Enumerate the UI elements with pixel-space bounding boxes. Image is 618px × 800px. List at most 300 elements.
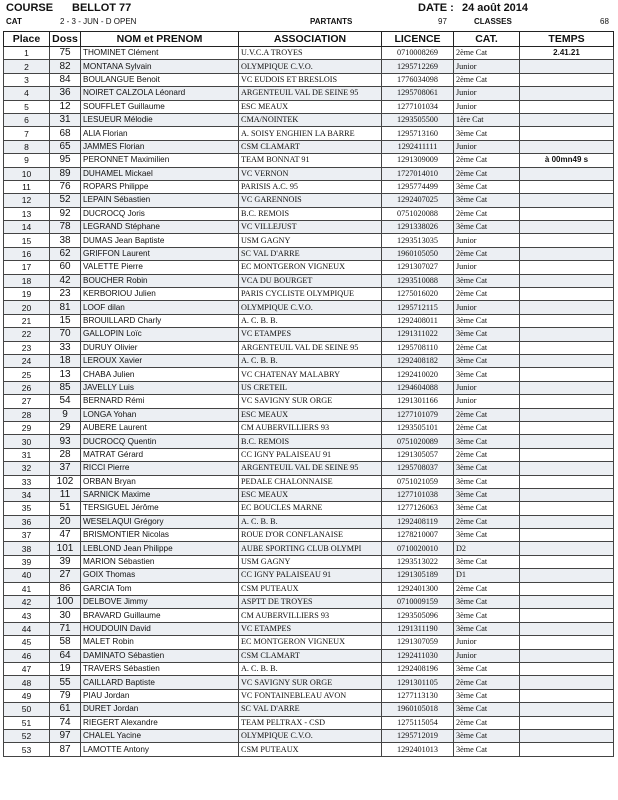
doss-cell: 75 <box>50 47 81 60</box>
table-row <box>4 569 614 582</box>
time-cell <box>520 221 614 234</box>
time-cell <box>520 582 614 595</box>
place-cell: 27 <box>4 395 50 408</box>
doss-cell: 29 <box>50 421 81 434</box>
doss-cell: 92 <box>50 207 81 220</box>
time-cell <box>520 609 614 622</box>
licence-cell: 1277101034 <box>382 100 454 113</box>
table-row <box>4 221 614 234</box>
time-cell <box>520 408 614 421</box>
table-row <box>4 475 614 488</box>
time-cell <box>520 729 614 742</box>
doss-cell: 18 <box>50 354 81 367</box>
place-cell: 48 <box>4 676 50 689</box>
doss-cell: 38 <box>50 234 81 247</box>
doss-cell: 101 <box>50 542 81 555</box>
category-cell: 2ème Cat <box>454 207 520 220</box>
doss-cell: 74 <box>50 716 81 729</box>
name-cell: VALETTE Pierre <box>81 261 239 274</box>
category-cell: 2ème Cat <box>454 448 520 461</box>
category-cell: 2ème Cat <box>454 716 520 729</box>
association-cell: CMA/NOINTEK <box>239 113 382 126</box>
doss-cell: 55 <box>50 676 81 689</box>
place-cell: 29 <box>4 421 50 434</box>
time-cell <box>520 368 614 381</box>
col-header-doss: Doss <box>50 32 81 47</box>
category-cell: 1ère Cat <box>454 113 520 126</box>
name-cell: DUMAS Jean Baptiste <box>81 234 239 247</box>
category-cell: Junior <box>454 140 520 153</box>
time-cell <box>520 636 614 649</box>
category-cell: 3ème Cat <box>454 194 520 207</box>
table-row <box>4 127 614 140</box>
place-cell: 39 <box>4 555 50 568</box>
place-cell: 17 <box>4 261 50 274</box>
licence-cell: 0751020088 <box>382 207 454 220</box>
place-cell: 13 <box>4 207 50 220</box>
licence-cell: 1960105018 <box>382 703 454 716</box>
licence-cell: 1295712115 <box>382 301 454 314</box>
table-row <box>4 662 614 675</box>
doss-cell: 71 <box>50 622 81 635</box>
name-cell: GARCIA Tom <box>81 582 239 595</box>
time-cell <box>520 274 614 287</box>
table-row <box>4 448 614 461</box>
table-row <box>4 167 614 180</box>
association-cell: A. C. B. B. <box>239 354 382 367</box>
category-cell: Junior <box>454 234 520 247</box>
association-cell: TEAM PELTRAX - CSD <box>239 716 382 729</box>
licence-cell: 1776034098 <box>382 73 454 86</box>
table-row <box>4 341 614 354</box>
table-row <box>4 247 614 260</box>
time-cell <box>520 354 614 367</box>
association-cell: A. C. B. B. <box>239 515 382 528</box>
category-cell: 3ème Cat <box>454 729 520 742</box>
name-cell: CAILLARD Baptiste <box>81 676 239 689</box>
name-cell: LEGRAND Stéphane <box>81 221 239 234</box>
doss-cell: 33 <box>50 341 81 354</box>
licence-cell: 1294604088 <box>382 381 454 394</box>
time-cell <box>520 180 614 193</box>
place-cell: 7 <box>4 127 50 140</box>
name-cell: AUBERE Laurent <box>81 421 239 434</box>
association-cell: VC EUDOIS ET BRESLOIS <box>239 73 382 86</box>
licence-cell: 1295774499 <box>382 180 454 193</box>
place-cell: 51 <box>4 716 50 729</box>
place-cell: 42 <box>4 596 50 609</box>
doss-cell: 51 <box>50 502 81 515</box>
table-row <box>4 636 614 649</box>
licence-cell: 1275016020 <box>382 288 454 301</box>
licence-cell: 1277126063 <box>382 502 454 515</box>
course-value: BELLOT 77 <box>72 2 132 14</box>
name-cell: GRIFFON Laurent <box>81 247 239 260</box>
table-row <box>4 274 614 287</box>
name-cell: DURET Jordan <box>81 703 239 716</box>
place-cell: 18 <box>4 274 50 287</box>
place-cell: 21 <box>4 314 50 327</box>
category-cell: 2ème Cat <box>454 154 520 167</box>
association-cell: VC FONTAINEBLEAU AVON <box>239 689 382 702</box>
place-cell: 14 <box>4 221 50 234</box>
name-cell: BOUCHER Robin <box>81 274 239 287</box>
licence-cell: 1291301105 <box>382 676 454 689</box>
category-cell: Junior <box>454 87 520 100</box>
association-cell: CC IGNY PALAISEAU 91 <box>239 569 382 582</box>
name-cell: ORBAN Bryan <box>81 475 239 488</box>
licence-cell: 1293505101 <box>382 421 454 434</box>
association-cell: SC VAL D'ARRE <box>239 703 382 716</box>
time-cell <box>520 395 614 408</box>
association-cell: ROUE D'OR CONFLANAISE <box>239 529 382 542</box>
licence-cell: 0710020010 <box>382 542 454 555</box>
table-row <box>4 234 614 247</box>
category-cell: Junior <box>454 636 520 649</box>
place-cell: 45 <box>4 636 50 649</box>
place-cell: 28 <box>4 408 50 421</box>
licence-cell: 1293505096 <box>382 609 454 622</box>
association-cell: AUBE SPORTING CLUB OLYMPI <box>239 542 382 555</box>
table-row <box>4 180 614 193</box>
place-cell: 33 <box>4 475 50 488</box>
name-cell: TERSIGUEL Jérôme <box>81 502 239 515</box>
name-cell: LONGA Yohan <box>81 408 239 421</box>
licence-cell: 1292408119 <box>382 515 454 528</box>
place-cell: 23 <box>4 341 50 354</box>
table-row <box>4 154 614 167</box>
doss-cell: 54 <box>50 395 81 408</box>
category-cell: 3ème Cat <box>454 435 520 448</box>
association-cell: USM GAGNY <box>239 555 382 568</box>
table-row <box>4 502 614 515</box>
licence-cell: 1291311190 <box>382 622 454 635</box>
col-header-association: ASSOCIATION <box>239 32 382 47</box>
table-body <box>4 47 614 757</box>
doss-cell: 76 <box>50 180 81 193</box>
results-table <box>3 31 614 757</box>
name-cell: TRAVERS Sébastien <box>81 662 239 675</box>
licence-cell: 1292407025 <box>382 194 454 207</box>
licence-cell: 1292411111 <box>382 140 454 153</box>
licence-cell: 1292408011 <box>382 314 454 327</box>
licence-cell: 1295708061 <box>382 87 454 100</box>
association-cell: EC BOUCLES MARNE <box>239 502 382 515</box>
association-cell: B.C. REMOIS <box>239 207 382 220</box>
association-cell: A. C. B. B. <box>239 314 382 327</box>
association-cell: EC MONTGERON VIGNEUX <box>239 636 382 649</box>
doss-cell: 65 <box>50 140 81 153</box>
category-cell: 3ème Cat <box>454 475 520 488</box>
place-cell: 25 <box>4 368 50 381</box>
association-cell: ASPTT DE TROYES <box>239 596 382 609</box>
time-cell <box>520 448 614 461</box>
name-cell: BRAVARD Guillaume <box>81 609 239 622</box>
table-row <box>4 113 614 126</box>
table-row <box>4 194 614 207</box>
name-cell: DUCROCQ Quentin <box>81 435 239 448</box>
table-row <box>4 729 614 742</box>
time-cell <box>520 60 614 73</box>
table-row <box>4 555 614 568</box>
licence-cell: 1291338026 <box>382 221 454 234</box>
association-cell: ESC MEAUX <box>239 100 382 113</box>
licence-cell: 1291305189 <box>382 569 454 582</box>
association-cell: US CRETEIL <box>239 381 382 394</box>
doss-cell: 23 <box>50 288 81 301</box>
doss-cell: 36 <box>50 87 81 100</box>
table-row <box>4 689 614 702</box>
place-cell: 6 <box>4 113 50 126</box>
doss-cell: 52 <box>50 194 81 207</box>
table-row <box>4 261 614 274</box>
name-cell: GALLOPIN Loïc <box>81 328 239 341</box>
category-cell: 2ème Cat <box>454 515 520 528</box>
place-cell: 38 <box>4 542 50 555</box>
date-value: 24 août 2014 <box>462 2 529 14</box>
course-label: COURSE <box>6 2 54 14</box>
place-cell: 43 <box>4 609 50 622</box>
time-cell <box>520 622 614 635</box>
place-cell: 46 <box>4 649 50 662</box>
place-cell: 36 <box>4 515 50 528</box>
table-row <box>4 328 614 341</box>
category-cell: 2ème Cat <box>454 408 520 421</box>
licence-cell: 1278210007 <box>382 529 454 542</box>
place-cell: 41 <box>4 582 50 595</box>
category-cell: 2ème Cat <box>454 247 520 260</box>
table-row <box>4 649 614 662</box>
association-cell: VC ETAMPES <box>239 328 382 341</box>
doss-cell: 60 <box>50 261 81 274</box>
doss-cell: 86 <box>50 582 81 595</box>
time-cell <box>520 301 614 314</box>
category-cell: 2ème Cat <box>454 676 520 689</box>
licence-cell: 1275115054 <box>382 716 454 729</box>
place-cell: 44 <box>4 622 50 635</box>
cat-value: 2 - 3 - JUN - D OPEN <box>60 17 137 26</box>
doss-cell: 97 <box>50 729 81 742</box>
association-cell: ARGENTEUIL VAL DE SEINE 95 <box>239 341 382 354</box>
association-cell: VCA DU BOURGET <box>239 274 382 287</box>
category-cell: 3ème Cat <box>454 555 520 568</box>
category-cell: 3ème Cat <box>454 328 520 341</box>
licence-cell: 1291305057 <box>382 448 454 461</box>
licence-cell: 1292401013 <box>382 743 454 756</box>
place-cell: 50 <box>4 703 50 716</box>
name-cell: MALET Robin <box>81 636 239 649</box>
place-cell: 22 <box>4 328 50 341</box>
table-row <box>4 743 614 756</box>
licence-cell: 1295713160 <box>382 127 454 140</box>
association-cell: SC VAL D'ARRE <box>239 247 382 260</box>
time-cell <box>520 113 614 126</box>
name-cell: MATRAT Gérard <box>81 448 239 461</box>
table-row <box>4 60 614 73</box>
time-cell: 2.41.21 <box>520 47 614 60</box>
doss-cell: 39 <box>50 555 81 568</box>
time-cell <box>520 596 614 609</box>
time-cell <box>520 542 614 555</box>
name-cell: WESELAQUI Grégory <box>81 515 239 528</box>
association-cell: CC IGNY PALAISEAU 91 <box>239 448 382 461</box>
licence-cell: 1293505500 <box>382 113 454 126</box>
doss-cell: 27 <box>50 569 81 582</box>
name-cell: DUHAMEL Mickael <box>81 167 239 180</box>
licence-cell: 1291301166 <box>382 395 454 408</box>
category-cell: 3ème Cat <box>454 354 520 367</box>
licence-cell: 1293510088 <box>382 274 454 287</box>
licence-cell: 1277101079 <box>382 408 454 421</box>
doss-cell: 9 <box>50 408 81 421</box>
doss-cell: 20 <box>50 515 81 528</box>
classes-value: 68 <box>600 17 609 26</box>
association-cell: EC MONTGERON VIGNEUX <box>239 261 382 274</box>
time-cell <box>520 341 614 354</box>
table-row <box>4 462 614 475</box>
licence-cell: 1292408196 <box>382 662 454 675</box>
time-cell <box>520 435 614 448</box>
time-cell <box>520 421 614 434</box>
place-cell: 47 <box>4 662 50 675</box>
category-cell: 3ème Cat <box>454 529 520 542</box>
time-cell <box>520 194 614 207</box>
col-header-cat: CAT. <box>454 32 520 47</box>
place-cell: 5 <box>4 100 50 113</box>
doss-cell: 100 <box>50 596 81 609</box>
name-cell: SOUFFLET Guillaume <box>81 100 239 113</box>
table-row <box>4 207 614 220</box>
col-header-temps: TEMPS <box>520 32 614 47</box>
place-cell: 40 <box>4 569 50 582</box>
doss-cell: 95 <box>50 154 81 167</box>
place-cell: 32 <box>4 462 50 475</box>
table-row <box>4 140 614 153</box>
licence-cell: 1960105050 <box>382 247 454 260</box>
category-cell: 2ème Cat <box>454 421 520 434</box>
category-cell: 3ème Cat <box>454 368 520 381</box>
name-cell: DAMINATO Sébastien <box>81 649 239 662</box>
time-cell <box>520 140 614 153</box>
category-cell: Junior <box>454 649 520 662</box>
name-cell: GOIX Thomas <box>81 569 239 582</box>
licence-cell: 0751020089 <box>382 435 454 448</box>
time-cell <box>520 475 614 488</box>
partants-value: 97 <box>438 17 447 26</box>
category-cell: 3ème Cat <box>454 703 520 716</box>
time-cell <box>520 234 614 247</box>
licence-cell: 1293513035 <box>382 234 454 247</box>
doss-cell: 12 <box>50 100 81 113</box>
licence-cell: 1292408182 <box>382 354 454 367</box>
table-row <box>4 582 614 595</box>
category-cell: Junior <box>454 301 520 314</box>
name-cell: DUCROCQ Joris <box>81 207 239 220</box>
category-cell: 3ème Cat <box>454 743 520 756</box>
table-row <box>4 381 614 394</box>
doss-cell: 81 <box>50 301 81 314</box>
table-row <box>4 488 614 501</box>
time-cell <box>520 529 614 542</box>
licence-cell: 1295712269 <box>382 60 454 73</box>
table-row <box>4 703 614 716</box>
licence-cell: 1295712019 <box>382 729 454 742</box>
time-cell <box>520 167 614 180</box>
place-cell: 1 <box>4 47 50 60</box>
name-cell: RIEGERT Alexandre <box>81 716 239 729</box>
time-cell <box>520 261 614 274</box>
name-cell: PERONNET Maximilien <box>81 154 239 167</box>
table-header-row <box>4 32 614 47</box>
licence-cell: 0751021059 <box>382 475 454 488</box>
doss-cell: 15 <box>50 314 81 327</box>
licence-cell: 1292410020 <box>382 368 454 381</box>
table-row <box>4 100 614 113</box>
table-row <box>4 301 614 314</box>
place-cell: 53 <box>4 743 50 756</box>
table-row <box>4 73 614 86</box>
place-cell: 15 <box>4 234 50 247</box>
licence-cell: 1291307027 <box>382 261 454 274</box>
category-cell: 2ème Cat <box>454 73 520 86</box>
name-cell: LAMOTTE Antony <box>81 743 239 756</box>
association-cell: VC VILLEJUST <box>239 221 382 234</box>
doss-cell: 31 <box>50 113 81 126</box>
doss-cell: 79 <box>50 689 81 702</box>
association-cell: CM AUBERVILLIERS 93 <box>239 609 382 622</box>
time-cell <box>520 689 614 702</box>
col-header-licence: LICENCE <box>382 32 454 47</box>
category-cell: 3ème Cat <box>454 180 520 193</box>
time-cell <box>520 87 614 100</box>
place-cell: 9 <box>4 154 50 167</box>
category-cell: 2ème Cat <box>454 288 520 301</box>
table-row <box>4 529 614 542</box>
association-cell: PARIS CYCLISTE OLYMPIQUE <box>239 288 382 301</box>
name-cell: CHABA Julien <box>81 368 239 381</box>
name-cell: ALIA Florian <box>81 127 239 140</box>
doss-cell: 102 <box>50 475 81 488</box>
name-cell: DELBOVE Jimmy <box>81 596 239 609</box>
time-cell <box>520 127 614 140</box>
name-cell: RICCI Pierre <box>81 462 239 475</box>
time-cell <box>520 703 614 716</box>
name-cell: NOIRET CALZOLA Léonard <box>81 87 239 100</box>
name-cell: LESUEUR Mélodie <box>81 113 239 126</box>
table-row <box>4 622 614 635</box>
name-cell: BOULANGUE Benoit <box>81 73 239 86</box>
name-cell: LEPAIN Sébastien <box>81 194 239 207</box>
doss-cell: 61 <box>50 703 81 716</box>
place-cell: 26 <box>4 381 50 394</box>
category-cell: 3ème Cat <box>454 274 520 287</box>
category-cell: 3ème Cat <box>454 596 520 609</box>
table-row <box>4 515 614 528</box>
association-cell: VC SAVIGNY SUR ORGE <box>239 676 382 689</box>
doss-cell: 58 <box>50 636 81 649</box>
category-cell: 3ème Cat <box>454 609 520 622</box>
table-row <box>4 435 614 448</box>
licence-cell: 1291307059 <box>382 636 454 649</box>
name-cell: BRISMONTIER Nicolas <box>81 529 239 542</box>
category-cell: 3ème Cat <box>454 689 520 702</box>
category-cell: 2ème Cat <box>454 582 520 595</box>
date-label: DATE : <box>418 2 454 14</box>
place-cell: 11 <box>4 180 50 193</box>
name-cell: LOOF dilan <box>81 301 239 314</box>
table-row <box>4 354 614 367</box>
category-cell: Junior <box>454 60 520 73</box>
